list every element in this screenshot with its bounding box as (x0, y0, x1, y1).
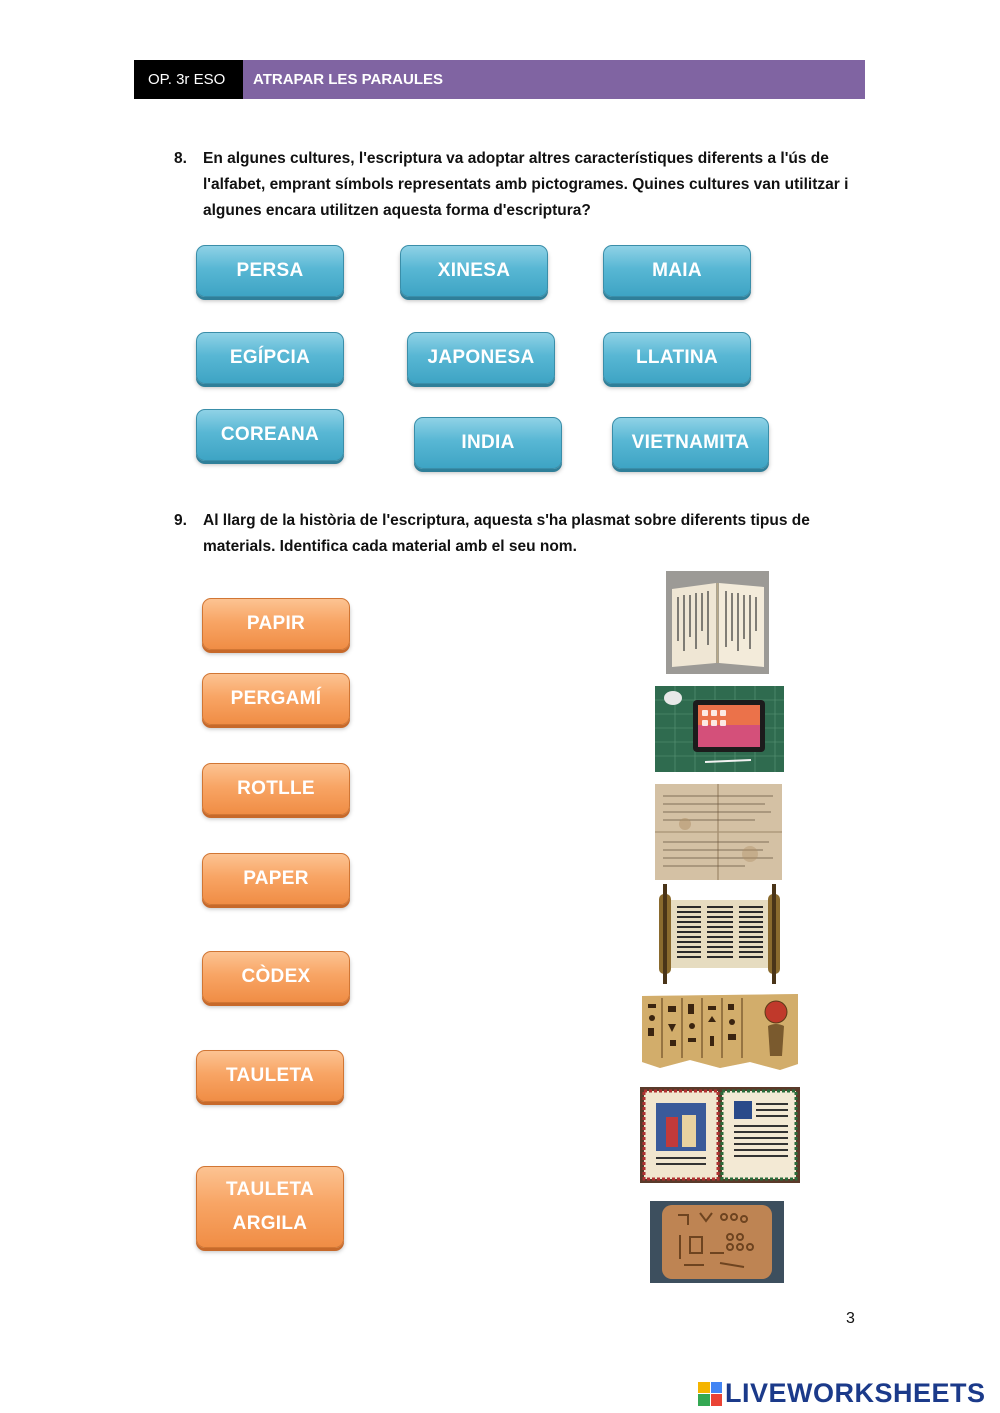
tablet-image[interactable] (655, 686, 784, 772)
option-tauleta-argila-button[interactable] (196, 1166, 344, 1248)
question-8-number: 8. (174, 150, 187, 167)
option-egipcia-button[interactable]: EGÍPCIA (196, 332, 344, 384)
option-rotlle-button[interactable]: ROTLLE (202, 763, 350, 815)
course-label: OP. 3r ESO (134, 60, 243, 99)
option-persa-button[interactable]: PERSA (196, 245, 344, 297)
liveworksheets-logo[interactable] (698, 1378, 986, 1409)
option-india-button[interactable]: INDIA (414, 417, 562, 469)
option-coreana-button[interactable]: COREANA (196, 409, 344, 461)
clay-tablet-image[interactable] (650, 1201, 784, 1283)
logo-icon (698, 1382, 722, 1406)
worksheet-header (134, 60, 865, 99)
tauleta-argila-line2: ARGILA (232, 1213, 308, 1234)
tauleta-argila-line1: TAULETA (226, 1179, 314, 1200)
question-8-text: En algunes cultures, l'escriptura va adoptar altres característiques diferents a l'ús de l'alfabet, emprant símbols representats amb pictogrames. Quines cultures van utilitzar i algunes encara utilitzen aquesta forma d'escriptura? (203, 150, 849, 219)
book-image[interactable] (666, 571, 769, 674)
papyrus-image[interactable] (640, 992, 800, 1072)
worksheet-title: ATRAPAR LES PARAULES (243, 60, 865, 99)
option-xinesa-button[interactable]: XINESA (400, 245, 548, 297)
option-japonesa-button[interactable]: JAPONESA (407, 332, 555, 384)
question-9-number: 9. (174, 512, 187, 529)
question-9-text: Al llarg de la història de l'escriptura, aquesta s'ha plasmat sobre diferents tipus de materials. Identifica cada material amb el seu nom. (203, 512, 810, 555)
option-paper-button[interactable]: PAPER (202, 853, 350, 905)
option-tauleta-button[interactable]: TAULETA (196, 1050, 344, 1102)
page-number: 3 (846, 1310, 855, 1327)
option-papir-button[interactable]: PAPIR (202, 598, 350, 650)
option-vietnamita-button[interactable]: VIETNAMITA (612, 417, 769, 469)
question-8 (174, 146, 864, 224)
codex-image[interactable] (640, 1087, 800, 1183)
logo-text: LIVEWORKSHEETS (725, 1378, 986, 1408)
option-llatina-button[interactable]: LLATINA (603, 332, 751, 384)
question-9 (174, 508, 864, 560)
parchment-image[interactable] (655, 784, 782, 880)
option-pergami-button[interactable]: PERGAMÍ (202, 673, 350, 725)
option-maia-button[interactable]: MAIA (603, 245, 751, 297)
option-codex-button[interactable]: CÒDEX (202, 951, 350, 1003)
scroll-image[interactable] (655, 882, 784, 986)
